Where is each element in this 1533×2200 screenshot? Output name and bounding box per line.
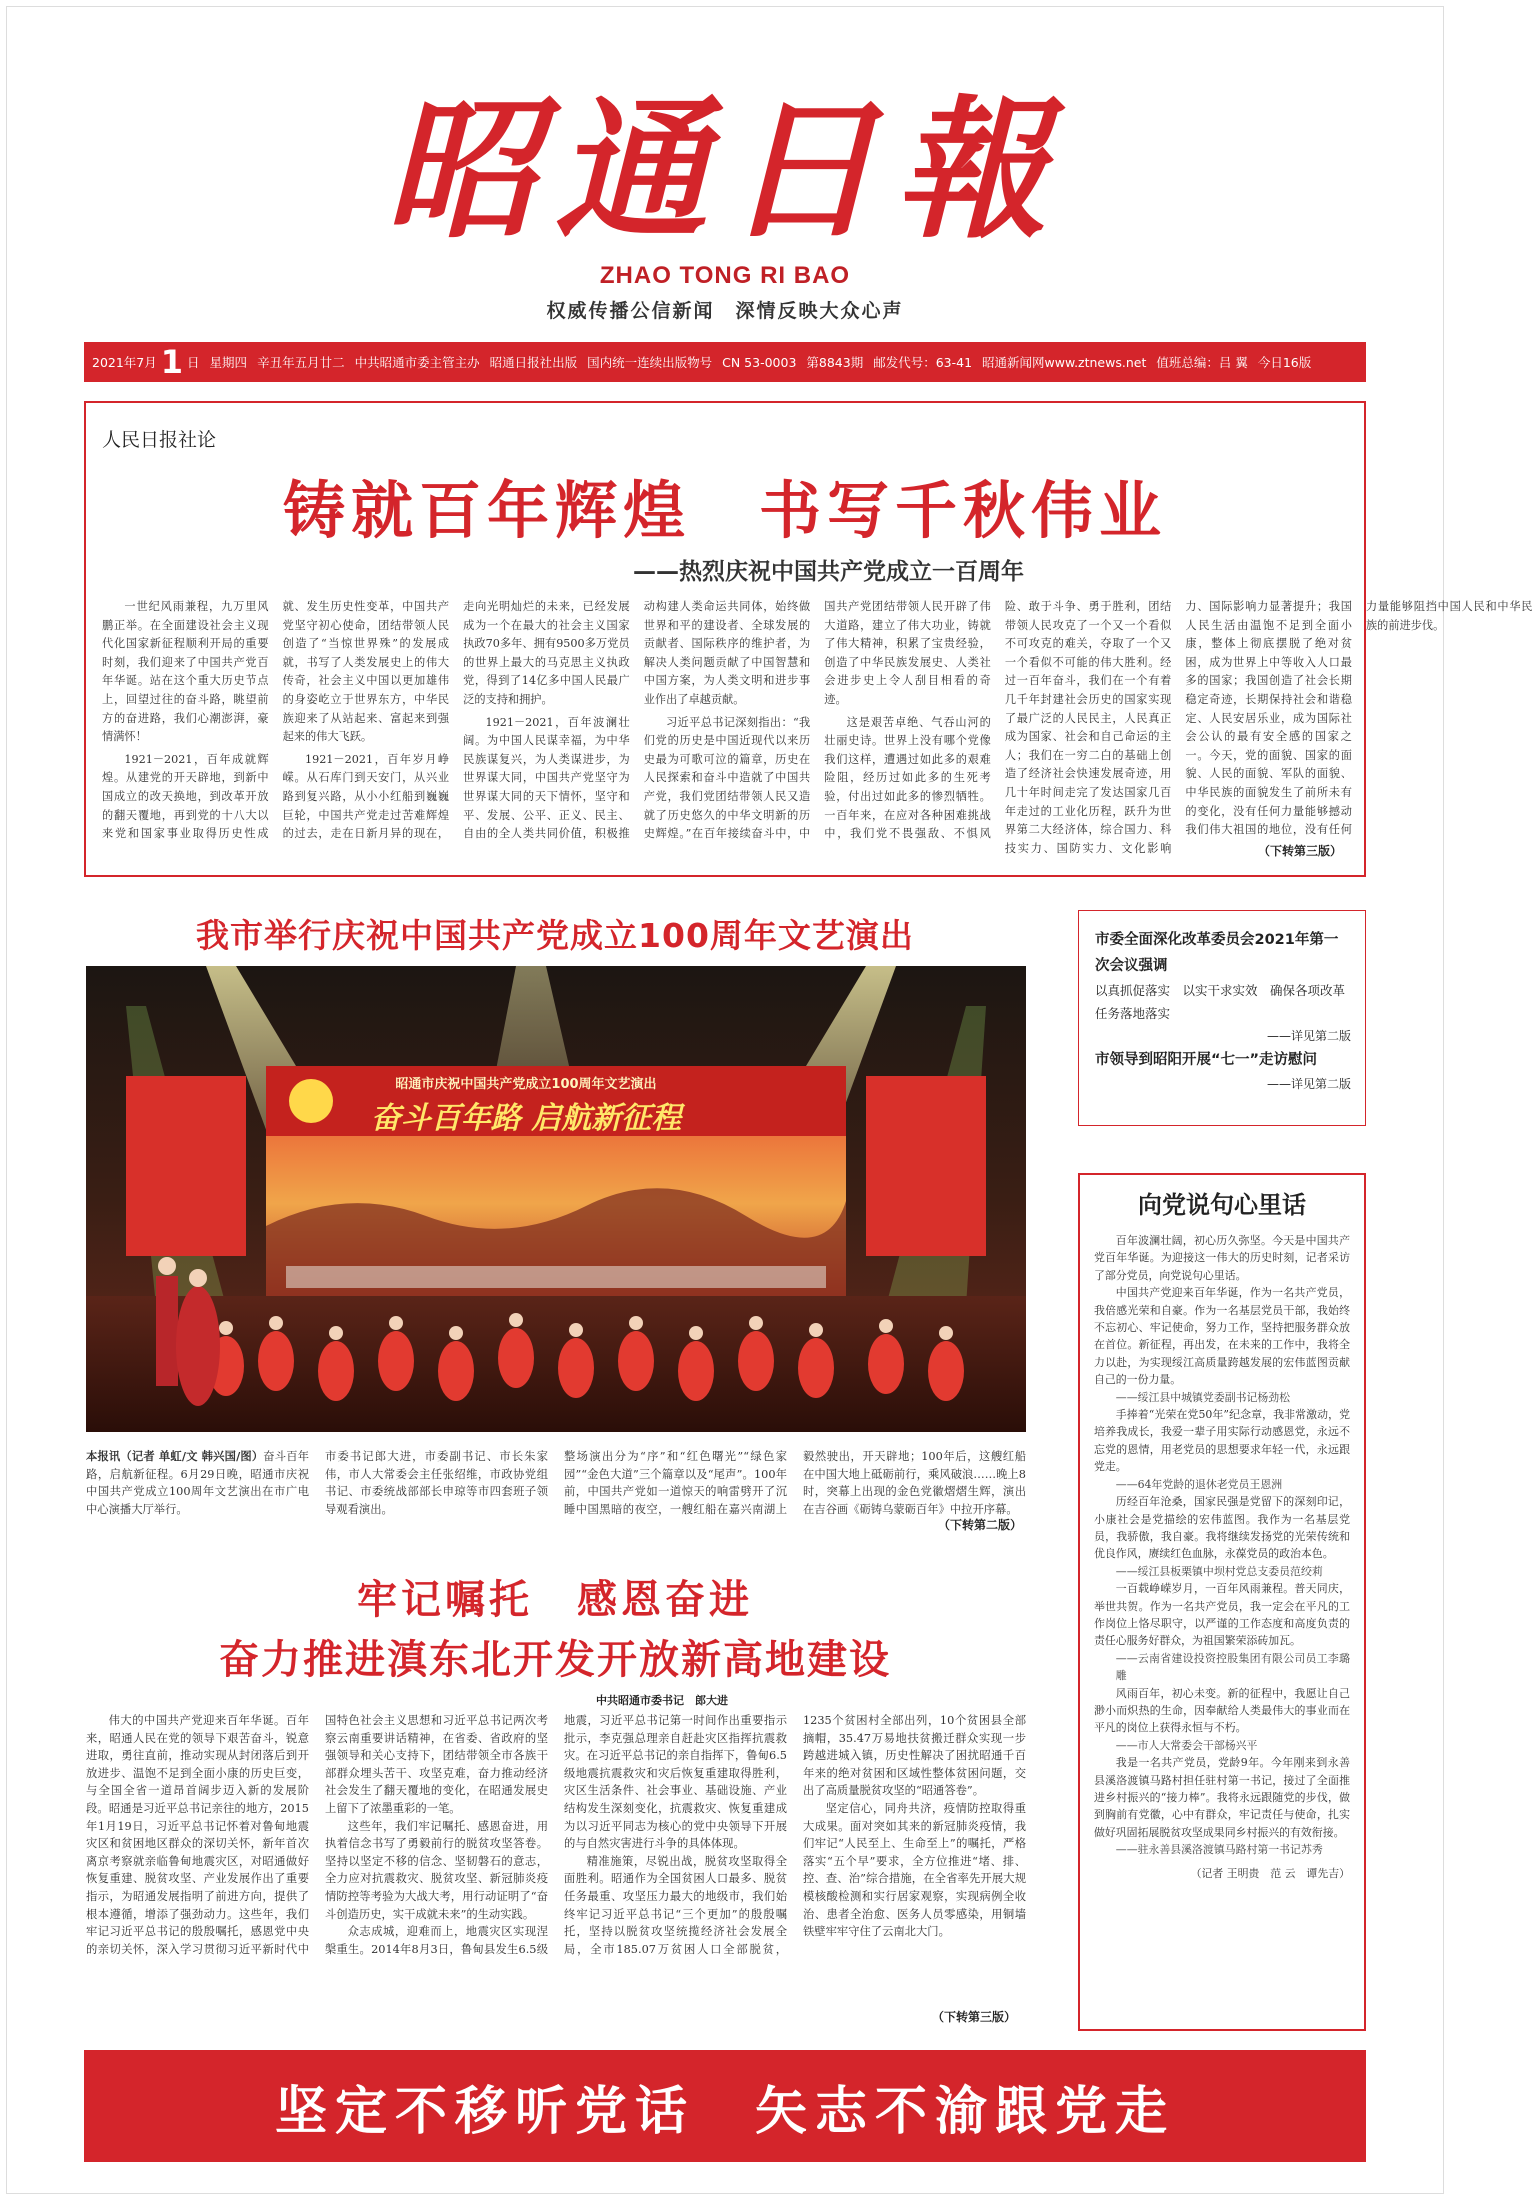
- performance-lead: 本报讯（记者 单虹/文 韩兴国/图）: [86, 1449, 264, 1463]
- issue-cn-label: 国内统一连续出版物号: [587, 355, 713, 370]
- masthead-slogan: 权威传播公信新闻 深情反映大众心声: [546, 300, 904, 322]
- performance-paragraph-text: 奋斗百年路，启航新征程。6月29日晚，昭通市庆祝中国共产党成立100周年文艺演出在市广电中心演播大厅举行。: [86, 1450, 309, 1516]
- voices-box: [1078, 1173, 1366, 2031]
- editorial-headline[interactable]: 铸就百年辉煌 书写千秋伟业: [282, 474, 1167, 547]
- editorial-paragraph: 这是艰苦卓绝、气吞山河的壮丽史诗。世界上没有哪个党像我们这样，遭遇过如此多的艰难险阻，经历过如此多的生死考验，付出过如此多的惨烈牺牲。一百年来，在应对各种困难挑战中，我们党不畏强敌、不惧风险、敢于斗争、勇于胜利，团结带领人民攻克了一个又一个看似不可攻克的难关，夺取了一个又一个看似不可能的伟大胜利。经过一百年奋斗，我们在一个有着几千年封建社会历史的国家实现了最广泛的人民民主，人民真正成为国家、社会和自己命运的主人；我们在一穷二白的基础上创造了经济社会快速发展奇迹，用几十年时间走完了发达国家几百年走过的工业化历程，跃升为世界第二大经济体，综合国力、科技实力、国防实力、文化影响力、国际影响力显著提升；我国人民生活由温饱不足到全面小康，整体上彻底摆脱了绝对贫困，成为世界上中等收入人口最多的国家；我国创造了社会长期稳定奇迹，长期保持社会和谐稳定、人民安居乐业，成为国际社会公认的最有安全感的国家之一。今天，党的面貌、国家的面貌、人民的面貌、军队的面貌、中华民族的面貌发生了前所未有的变化，没有任何力量能够撼动我们伟大祖国的地位，没有任何力量能够阻挡中国人民和中华民族的前进步伐。: [824, 600, 1533, 855]
- issue-weekday: 星期四: [209, 355, 248, 370]
- story2-paragraph: 坚定信心，同舟共济，疫情防控取得重大成果。面对突如其来的新冠肺炎疫情，我们牢记“人民至上、生命至上”的嘱托，严格落实“五个早”要求，全方位推进“堵、排、控、查、治”综合措施，在全省率先开展大规模核酸检测和实行居家观察，实现病例全收治、患者全治愈、医务人员零感染，用铜墙铁壁牢牢守住了云南北大门。: [803, 1801, 1026, 1939]
- story2-body: [86, 1712, 1026, 2032]
- performance-body: [86, 1448, 1026, 1540]
- stage-banner-large: 奋斗百年路 启航新征程: [370, 1101, 682, 1136]
- issue-info-bar: [84, 342, 1366, 382]
- issue-postal-code: 邮发代号：63-41: [873, 355, 973, 370]
- voice-signature: ——绥江县板栗镇中坝村党总支委员范绞莉: [1115, 1564, 1323, 1578]
- voice-signature: ——驻永善县溪洛渡镇马路村第一书记苏秀: [1115, 1843, 1323, 1857]
- voice-signature: ——64年党龄的退休老党员王恩洲: [1115, 1477, 1283, 1491]
- stage-banner-small: 昭通市庆祝中国共产党成立100周年文艺演出: [395, 1077, 657, 1092]
- voice-quote: 我是一名共产党员，党龄9年。今年刚来到永善县溪洛渡镇马路村担任驻村第一书记，接过了全面推进乡村振兴的“接力棒”。我将永远跟随党的步伐，做到胸前有党徽，心中有群众，牢记责任与使命，扎实做好巩固拓展脱贫攻坚成果同乡村振兴的有效衔接。: [1094, 1756, 1350, 1839]
- story2-paragraph: 这些年，我们牢记嘱托、感恩奋进，用执着信念书写了勇毅前行的脱贫攻坚答卷。坚持以坚定不移的信念、坚韧磐石的意志，全力应对抗震救灾、脱贫攻坚、新冠肺炎疫情防控等考验为大战大考，用行动证明了“奋斗创造历史，实干成就未来”的生动实践。: [325, 1819, 548, 1921]
- performance-photo[interactable]: [86, 966, 1026, 1432]
- issue-website[interactable]: 昭通新闻网www.ztnews.net: [982, 355, 1147, 370]
- news-brief-subtitle: 以真抓促落实 以实干求实效 确保各项改革任务落地落实: [1095, 983, 1346, 1021]
- voices-credit: （记者 王明贵 范 云 谭先吉）: [1190, 1866, 1350, 1880]
- news-brief-page-ref[interactable]: ——详见第二版: [1266, 1077, 1351, 1091]
- voices-intro: 百年波澜壮阔，初心历久弥坚。今天是中国共产党百年华诞。为迎接这一伟大的历史时刻，记者采访了部分党员，向党说句心里话。: [1094, 1234, 1350, 1282]
- voices-body: [1094, 1232, 1350, 1882]
- slogan-banner-text: 坚定不移听党话 矢志不渝跟党走: [274, 2081, 1175, 2142]
- masthead-pinyin: ZHAO TONG RI BAO: [599, 262, 851, 289]
- issue-number: 第8843期: [806, 355, 864, 370]
- voices-title[interactable]: 向党说句心里话: [1138, 1191, 1306, 1219]
- issue-date-suffix: 日: [187, 355, 200, 370]
- issue-cn-number: CN 53-0003: [722, 354, 797, 370]
- issue-day: 1: [160, 343, 184, 381]
- masthead: [0, 80, 1450, 323]
- editorial-body: [102, 598, 1533, 860]
- story2-headline-main[interactable]: 奋力推进滇东北开发开放新高地建设: [219, 1637, 891, 1683]
- issue-sponsor: 中共昭通市委主管主办: [354, 355, 480, 370]
- voice-quote: 中国共产党迎来百年华诞，作为一名共产党员，我倍感光荣和自豪。作为一名基层党员干部，我始终不忘初心、牢记使命，努力工作，坚持把服务群众放在首位。新征程，再出发，在未来的工作中，我将全力以赴，为实现绥江高质量跨越发展的宏伟蓝图贡献自己的一份力量。: [1094, 1286, 1350, 1387]
- issue-page-count: 今日16版: [1257, 355, 1312, 370]
- news-brief-page-ref[interactable]: ——详见第二版: [1266, 1029, 1351, 1043]
- editorial-article: [84, 401, 1533, 877]
- voice-quote: 手捧着“光荣在党50年”纪念章，我非常激动，党培养我成长，我爱一辈子用实际行动感恩党，永远不忘党的恩情，用老党员的思想要求年轻一代，永远跟党走。: [1094, 1408, 1350, 1474]
- editorial-paragraph: 1921－2021，百年波澜壮阔。为中国人民谋幸福，为中华民族谋复兴，为人类谋进步，为世界谋大同，中国共产党坚守为世界谋大同的天下情怀，坚守和平、发展、公平、正义、民主、自由的全人类共同价值，积极推动构建人类命运共同体，始终做世界和平的建设者、全球发展的贡献者、国际秩序的维护者，为解决人类问题贡献了中国智慧和中国方案，为人类文明和进步事业作出了卓越贡献。: [463, 600, 811, 841]
- editorial-paragraph: 一世纪风雨兼程，九万里风鹏正举。在全面建设社会主义现代化国家新征程顺利开局的重要时刻，我们迎来了中国共产党百年华诞。站在这个重大历史节点上，回望过往的奋斗路，眺望前方的奋进路，我们心潮澎湃，豪情满怀！: [102, 600, 269, 744]
- news-brief-title[interactable]: 市委全面深化改革委员会2021年第一次会议强调: [1095, 932, 1339, 974]
- stage-illustration: [86, 966, 1026, 1432]
- voice-quote: 历经百年沧桑，国家民强是党留下的深刻印记，小康社会是党描绘的宏伟蓝图。我作为一名基层党员，我骄傲，我自豪。我将继续发扬党的光荣传统和优良作风，赓续红色血脉，永葆党员的政治本色。: [1094, 1495, 1350, 1561]
- story2-continue-link[interactable]: （下转第三版）: [928, 2008, 1020, 2025]
- performance-continue-link[interactable]: （下转第二版）: [934, 1516, 1026, 1533]
- voice-quote: 风雨百年，初心未变。新的征程中，我愿让自己渺小而炽热的生命，因奉献给人类最伟大的事业而在平凡的岗位上获得永恒与不朽。: [1094, 1686, 1350, 1735]
- voice-quote: 一百载峥嵘岁月，一百年风雨兼程。普天同庆，举世共贺。作为一名共产党员，我一定会在平凡的工作岗位上恪尽职守，以严谨的工作态度和高度负责的责任心服务好群众，为祖国繁荣添砖加瓦。: [1094, 1582, 1350, 1648]
- news-brief-box: [1078, 910, 1366, 1126]
- story2-headline[interactable]: 牢记嘱托 感恩奋进: [357, 1577, 753, 1623]
- story2-byline: 中共昭通市委书记 郎大进: [596, 1694, 728, 1707]
- issue-lunar-date: 辛丑年五月廿二: [257, 355, 345, 370]
- slogan-banner: [84, 2050, 1366, 2162]
- story2-paragraph: 精准施策，尽锐出战，脱贫攻坚取得全面胜利。昭通作为全国贫困人口最多、脱贫任务最重、攻坚压力最大的地级市，我们始终牢记习近平总书记“三个更加”的殷殷嘱托，坚持以脱贫攻坚统揽经济社会发展全局，全市185.07万贫困人口全部脱贫，1235个贫困村全部出列，10个贫困县全部摘帽，35.47万易地扶贫搬迁群众实现一步跨越进城入镇，历史性解决了困扰昭通千百年来的绝对贫困和区域性整体贫困问题，交出了高质量脱贫攻坚的“昭通答卷”。: [564, 1714, 1026, 1956]
- performance-paragraph: [86, 1448, 309, 1518]
- voice-signature: ——云南省建设投资控股集团有限公司员工李璐雕: [1115, 1651, 1350, 1683]
- story2-paragraph: 众志成城，迎难而上，地震灾区实现涅槃重生。2014年8月3日，鲁甸县发生6.5级地震，习近平总书记第一时间作出重要指示批示，李克强总理亲自赶赴灾区指挥抗震救灾。在习近平总书记的亲自指挥下，鲁甸6.5级地震抗震救灾和灾后恢复重建取得胜利，灾区生活条件、社会事业、基础设施、产业结构发生深刻变化，抗震救灾、恢复重建成为以习近平同志为核心的党中央领导下开展的与自然灾害进行斗争的具体体现。: [325, 1714, 787, 1956]
- story2-paragraph: 伟大的中国共产党迎来百年华诞。百年来，昭通人民在党的领导下艰苦奋斗，锐意进取，勇往直前，推动实现从封闭落后到开放进步、温饱不足到全面小康的历史巨变，与全国全省一道昂首阔步迈入新的发展阶段。昭通是习近平总书记亲往的地方，2015年1月19日，习近平总书记怀着对鲁甸地震灾区和贫困地区群众的深切关怀，新年首次离京考察就亲临鲁甸地震灾区，对昭通做好恢复重建、脱贫攻坚、产业发展作出了重要指示，为昭通发展指明了前进方向，提供了根本遵循，增添了强劲动力。这些年，我们牢记习近平总书记的殷殷嘱托，感恩党中央的亲切关怀，深入学习贯彻习近平新时代中国特色社会主义思想和习近平总书记两次考察云南重要讲话精神，在省委、省政府的坚强领导和关心支持下，团结带领全市各族干部群众埋头苦干、攻坚克难，奋力推动经济社会发生了翻天覆地的变化，在昭通发展史上留下了浓墨重彩的一笔。: [86, 1714, 548, 1956]
- voice-signature: ——绥江县中城镇党委副书记杨劲松: [1115, 1390, 1291, 1404]
- issue-publisher: 昭通日报社出版: [489, 355, 578, 370]
- editorial-kicker: 人民日报社论: [102, 429, 217, 451]
- editorial-paragraph: 习近平总书记深刻指出：“我们党的历史是中国近现代以来历史最为可歌可泣的篇章，历史在人民探索和奋斗中造就了中国共产党，我们党团结带领人民又造就了历史悠久的中华文明新的历史辉煌。”在百年接续奋斗中，中国共产党团结带领人民开辟了伟大道路，建立了伟大功业，铸就了伟大精神，积累了宝贵经验，创造了中华民族发展史、人类社会进步史上令人刮目相看的奇迹。: [643, 600, 991, 841]
- performance-headline[interactable]: 我市举行庆祝中国共产党成立100周年文艺演出: [196, 916, 914, 955]
- performance-paragraph: 整场演出分为“序”和“红色曙光”“绿色家园”“金色大道”三个篇章以及“尾声”。100年前，中国共产党如一道惊天的响雷劈开了沉睡中国黑暗的夜空，一艘红船在嘉兴南湖上毅然驶出，开天辟地；100年后，这艘红船在中国大地上砥砺前行，乘风破浪……晚上8时，突幕上出现的金色党徽熠熠生辉，演出在吉谷画《砺铸乌蒙砺百年》中拉开序幕。: [564, 1450, 1026, 1516]
- editorial-paragraph: 1921－2021，百年岁月峥嵘。从石库门到天安门，从兴业路到复兴路，从小小红船到巍巍巨轮，中国共产党走过苦难辉煌的过去，走在日新月异的现在，走向光明灿烂的未来，已经发展成为一个在最大的社会主义国家执政70多年、拥有9500多万党员的世界上最大的马克思主义执政党，得到了14亿多中国人民最广泛的支持和拥护。: [282, 600, 630, 841]
- performance-paragraph: 市委书记郎大进，市委副书记、市长朱家伟，市人大常委会主任张绍维，市政协党组书记、市委统战部部长申琼等市四套班子领导观看演出。: [325, 1450, 548, 1516]
- editorial-subheadline: ——热烈庆祝中国共产党成立一百周年: [633, 559, 1024, 585]
- voice-signature: ——市人大常委会干部杨兴平: [1115, 1738, 1258, 1752]
- editorial-continue-link[interactable]: （下转第三版）: [1254, 842, 1342, 859]
- issue-date-prefix: 2021年7月: [92, 355, 157, 370]
- masthead-title[interactable]: 昭通日報: [385, 80, 1065, 259]
- news-brief-title[interactable]: 市领导到昭阳开展“七一”走访慰问: [1095, 1052, 1318, 1068]
- issue-editor: 值班总编：吕 翼: [1156, 355, 1248, 370]
- editorial-paragraph: 1921－2021，百年成就辉煌。从建党的开天辟地，到新中国成立的改天换地，到改革开放的翻天覆地，再到党的十八大以来党和国家事业取得历史性成就、发生历史性变革，中国共产党坚守初心使命，团结带领人民创造了“当惊世界殊”的发展成就，书写了人类发展史上的伟大传奇，社会主义中国以更加雄伟的身姿屹立于世界东方，中华民族迎来了从站起来、富起来到强起来的伟大飞跃。: [102, 600, 450, 841]
